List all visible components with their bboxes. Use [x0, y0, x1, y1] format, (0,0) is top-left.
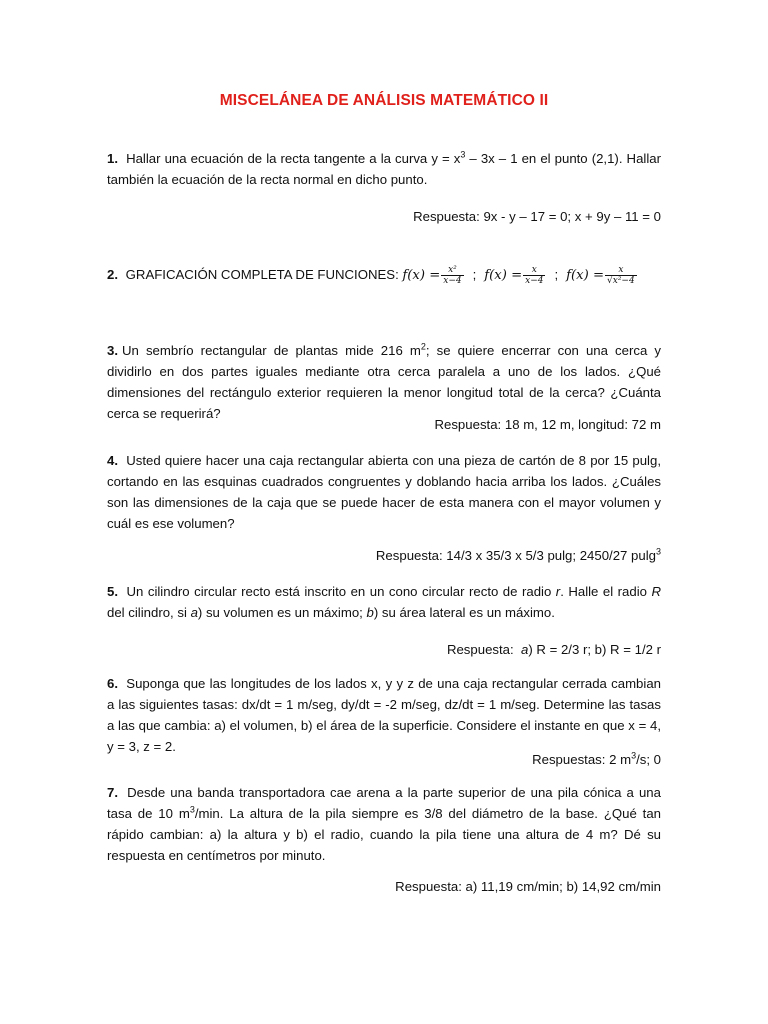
- function-lhs: f(x) =: [402, 268, 441, 283]
- answer-text: ) R = 2/3 r; b) R = 1/2 r: [528, 642, 661, 657]
- exponent: 3: [631, 750, 637, 761]
- problem-7: [107, 782, 661, 866]
- problem-number: 7.: [107, 785, 118, 800]
- problem-2: [107, 261, 661, 290]
- problem-4: [107, 450, 661, 534]
- exponent: 3: [655, 546, 661, 557]
- answer-text: Respuestas: 2 m: [532, 752, 632, 767]
- numerator: x: [523, 265, 545, 276]
- function-lhs: f(x) =: [566, 268, 605, 283]
- problem-text: GRAFICACIÓN COMPLETA DE FUNCIONES:: [125, 267, 403, 282]
- problem-1-answer: Respuesta: 9x - y – 17 = 0; x + 9y – 11 = 0: [413, 209, 661, 224]
- problem-number: 5.: [107, 584, 118, 599]
- exponent: 3: [189, 804, 195, 815]
- answer-text: Respuesta:: [446, 642, 521, 657]
- problem-text: /min. La altura de la pila siempre es 3/8 del diámetro de la base. ¿Qué tan rápido cambian: a) la altura y b) el radio, cuando la pila tiene una altura de 4 m? Dé su respuesta en centímetros por minuto.: [107, 806, 661, 863]
- problem-4-answer: [107, 545, 661, 566]
- problem-text: Hallar una ecuación de la recta tangente a la curva y = x: [126, 151, 461, 166]
- denominator: x−4: [443, 276, 462, 287]
- problem-text: Suponga que las longitudes de los lados x, y y z de una caja rectangular cerrada cambian a las siguientes tasas: dx/dt = 1 m/seg, dy/dt = -2 m/seg, dz/dt = 1 m/seg. Determine las tasas a las que cambia: a) el volumen, b) el área de la superficie. Considere el instante en que x = 4, y = 3, z = 2.: [107, 676, 661, 754]
- problem-text: ; se quiere encerrar con una cerca y dividirlo en dos partes iguales mediante otra cerca paralela a uno de los lados. ¿Qué dimensiones del rectángulo exterior requieren la menor longitud total de la cerca? ¿Cuánta cerca se requerirá?: [107, 343, 661, 421]
- numerator: x: [605, 265, 637, 276]
- exponent: 3: [460, 149, 466, 160]
- problem-6: [107, 673, 661, 757]
- separator: ;: [472, 267, 477, 282]
- problem-text: – 3x – 1 en el punto (2,1). Hallar también la ecuación de la recta normal en dicho punto.: [107, 151, 661, 187]
- fraction-2: [523, 265, 545, 286]
- problem-text: Usted quiere hacer una caja rectangular abierta con una pieza de cartón de 8 por 15 pulg, cortando en las esquinas cuadrados congruentes y doblando hacia arriba los lados. ¿Cuáles son las dimensiones de la caja que se puede hacer de esta manera con el mayor volumen y cuál es ese volumen?: [107, 453, 661, 531]
- problem-number: 3.: [107, 343, 118, 358]
- problem-text: ) su área lateral es un máximo.: [373, 605, 555, 620]
- problem-1: [107, 148, 661, 190]
- exponent: 2: [420, 341, 426, 352]
- page-title: MISCELÁNEA DE ANÁLISIS MATEMÁTICO II: [219, 92, 549, 109]
- problem-5: [107, 581, 661, 623]
- fraction-3: [605, 265, 637, 286]
- function-lhs: f(x) =: [484, 268, 523, 283]
- item-a: a: [521, 642, 529, 657]
- separator: ;: [554, 267, 559, 282]
- problem-6-answer: [107, 749, 661, 770]
- item-a: a: [190, 605, 198, 620]
- problem-number: 4.: [107, 453, 118, 468]
- problem-text: . Halle el radio: [560, 584, 652, 599]
- problem-text: Un sembrío rectangular de plantas mide 216 m: [122, 343, 421, 358]
- problem-text: Desde una banda transportadora cae arena a la parte superior de una pila cónica a una tasa de 10 m: [107, 785, 661, 821]
- problem-number: 6.: [107, 676, 118, 691]
- problem-3: [107, 340, 661, 424]
- problem-text: del cilindro, si: [107, 605, 191, 620]
- problem-3-answer: Respuesta: 18 m, 12 m, longitud: 72 m: [434, 417, 661, 432]
- denominator: x−4: [525, 276, 544, 287]
- answer-text: /s; 0: [636, 752, 661, 767]
- numerator: x²: [441, 265, 463, 276]
- variable-r: r: [555, 584, 561, 599]
- item-b: b: [366, 605, 374, 620]
- answer-text: Respuesta: 14/3 x 35/3 x 5/3 pulg; 2450/27 pulg: [375, 548, 656, 563]
- problem-number: 1.: [107, 151, 118, 166]
- problem-text: Un cilindro circular recto está inscrito en un cono circular recto de radio: [126, 584, 556, 599]
- problem-7-answer: Respuesta: a) 11,19 cm/min; b) 14,92 cm/min: [395, 879, 661, 894]
- problem-text: ) su volumen es un máximo;: [197, 605, 367, 620]
- problem-5-answer: [107, 639, 661, 660]
- fraction-1: [441, 265, 463, 286]
- denominator: √x²−4: [607, 276, 635, 287]
- variable-R: R: [651, 584, 661, 599]
- problem-number: 2.: [107, 267, 118, 282]
